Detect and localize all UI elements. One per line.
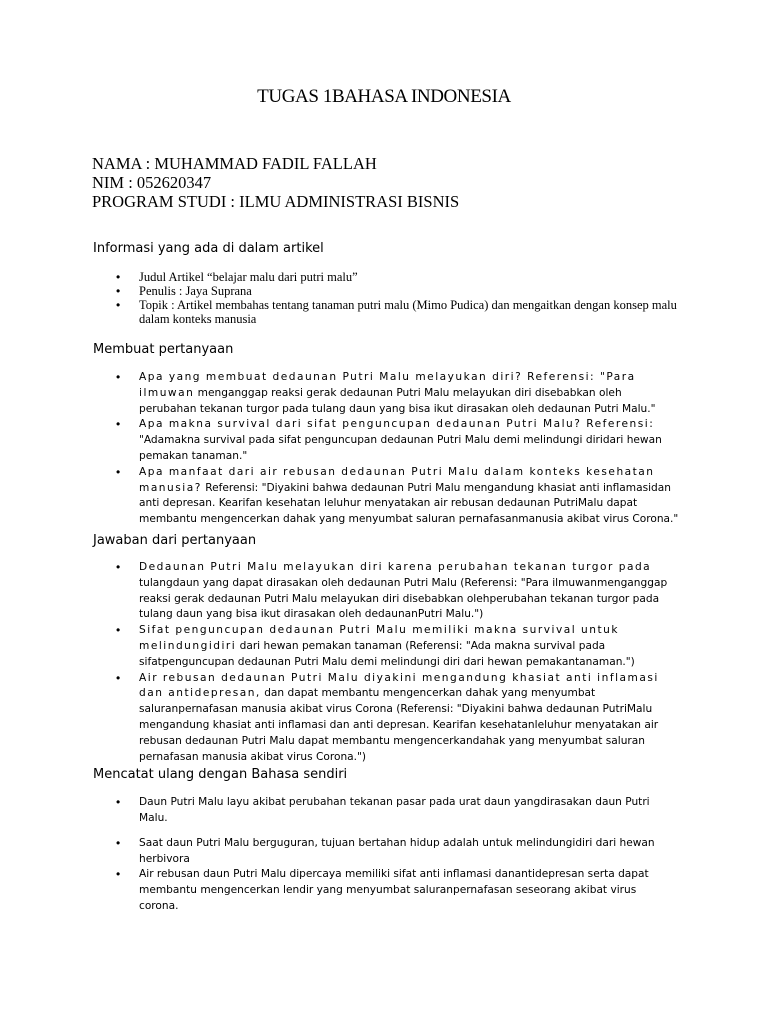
rewrite-list (139, 795, 679, 914)
list-item (139, 560, 679, 623)
list-item: • Daun Putri Malu layu akibat perubahan tekanan pasar pada urat daun yangdirasakan daun Putri Malu. (139, 795, 679, 826)
answer-lead: Air rebusan dedaunan Putri Malu diyakini mengandung khasiat anti inflamasi dan antidepresan, (139, 671, 659, 700)
student-name: NAMA : MUHAMMAD FADIL FALLAH (92, 154, 377, 173)
list-item: • Saat daun Putri Malu berguguran, tujuan bertahan hidup adalah untuk melindungidiri dari hewan herbivora (139, 836, 679, 867)
answer-body: dari hewan pemakan tanaman (Referensi: "Ada makna survival pada sifatpenguncupan dedaunan Putri Malu demi melindungi diri dari hewan pemakantanaman.") (139, 639, 635, 668)
answers-list (139, 560, 679, 765)
list-item (139, 417, 679, 464)
question-lead: Apa makna survival dari sifat penguncupan dedaunan Putri Malu? Referensi: (139, 418, 655, 431)
section-heading-questions: Membuat pertanyaan (93, 342, 234, 357)
section-heading-article-info: Informasi yang ada di dalam artikel (93, 241, 324, 256)
student-program: PROGRAM STUDI : ILMU ADMINISTRASI BISNIS (92, 192, 460, 211)
question-body: "Adamakna survival pada sifat penguncupan dedaunan Putri Malu demi melindungi diridari hewan pemakan tanaman." (139, 434, 662, 462)
article-info-list (139, 270, 679, 326)
list-item (139, 465, 679, 528)
list-item (139, 370, 679, 417)
question-lead: Apa manfaat dari air rebusan dedaunan Putri Malu dalam konteks kesehatan manusia? (139, 465, 655, 494)
answer-body: tulangdaun yang dapat dirasakan oleh dedaunan Putri Malu (Referensi: "Para ilmuwanmenganggap reaksi gerak dedaunan Putri Malu melayukan diri disebabkan olehperubahan tekanan turgor pada tulang daun yang bisa ikut dirasakan oleh dedaunanPutri Malu.") (139, 576, 668, 621)
list-item: • Penulis : Jaya Suprana (139, 284, 679, 298)
questions-list (139, 370, 679, 528)
answer-body: dan dapat membantu mengencerkan dahak yang menyumbat saluranpernafasan manusia akibat virus Corona (Referensi: "Diyakini bahwa dedaunan PutriMalu mengandung khasiat anti inflamasi dan anti depresan. Kearifan kesehatanleluhur menyatakan air rebusan dedaunan Putri Malu dapat membantu mengencerkandahak yang menyumbat saluran pernafasan manusia akibat virus Corona.") (139, 687, 659, 763)
list-item: • Topik : Artikel membahas tentang tanaman putri malu (Mimo Pudica) dan mengaitkan dengan konsep malu dalam konteks manusia (139, 298, 679, 326)
student-nim: NIM : 052620347 (92, 173, 212, 192)
list-item: • Air rebusan daun Putri Malu dipercaya memiliki sifat anti inflamasi danantidepresan serta dapat membantu mengencerkan lendir yang menyumbat saluranpernafasan seseorang akibat virus corona. (139, 867, 679, 914)
answer-lead: Dedaunan Putri Malu melayukan diri karena perubahan tekanan turgor pada (139, 561, 652, 573)
answer-lead: Sifat penguncupan dedaunan Putri Malu memiliki makna survival untuk melindungidiri (139, 624, 619, 652)
section-heading-rewrite: Mencatat ulang dengan Bahasa sendiri (93, 767, 348, 782)
section-heading-answers: Jawaban dari pertanyaan (93, 533, 257, 548)
list-item: • Judul Artikel “belajar malu dari putri malu” (139, 270, 679, 284)
document-title: TUGAS 1BAHASA INDONESIA (257, 86, 511, 107)
student-identity (92, 154, 459, 211)
question-body: menganggap reaksi gerak dedaunan Putri Malu melayukan diri disebabkan oleh perubahan tekanan turgor pada tulang daun yang bisa ikut dirasakan oleh dedaunan Putri Malu." (139, 386, 656, 415)
question-lead: Apa yang membuat dedaunan Putri Malu melayukan diri? Referensi: "Para ilmuwan (139, 371, 636, 399)
list-item (139, 623, 679, 670)
question-body: Referensi: "Diyakini bahwa dedaunan Putri Malu mengandung khasiat anti inflamasidan anti depresan. Kearifan kesehatan leluhur menyatakan air rebusan dedaunan PutriMalu dapat membantu mengencerkan dahak yang menyumbat saluran pernafasanmanusia akibat virus Corona." (139, 481, 679, 526)
list-item (139, 671, 679, 766)
